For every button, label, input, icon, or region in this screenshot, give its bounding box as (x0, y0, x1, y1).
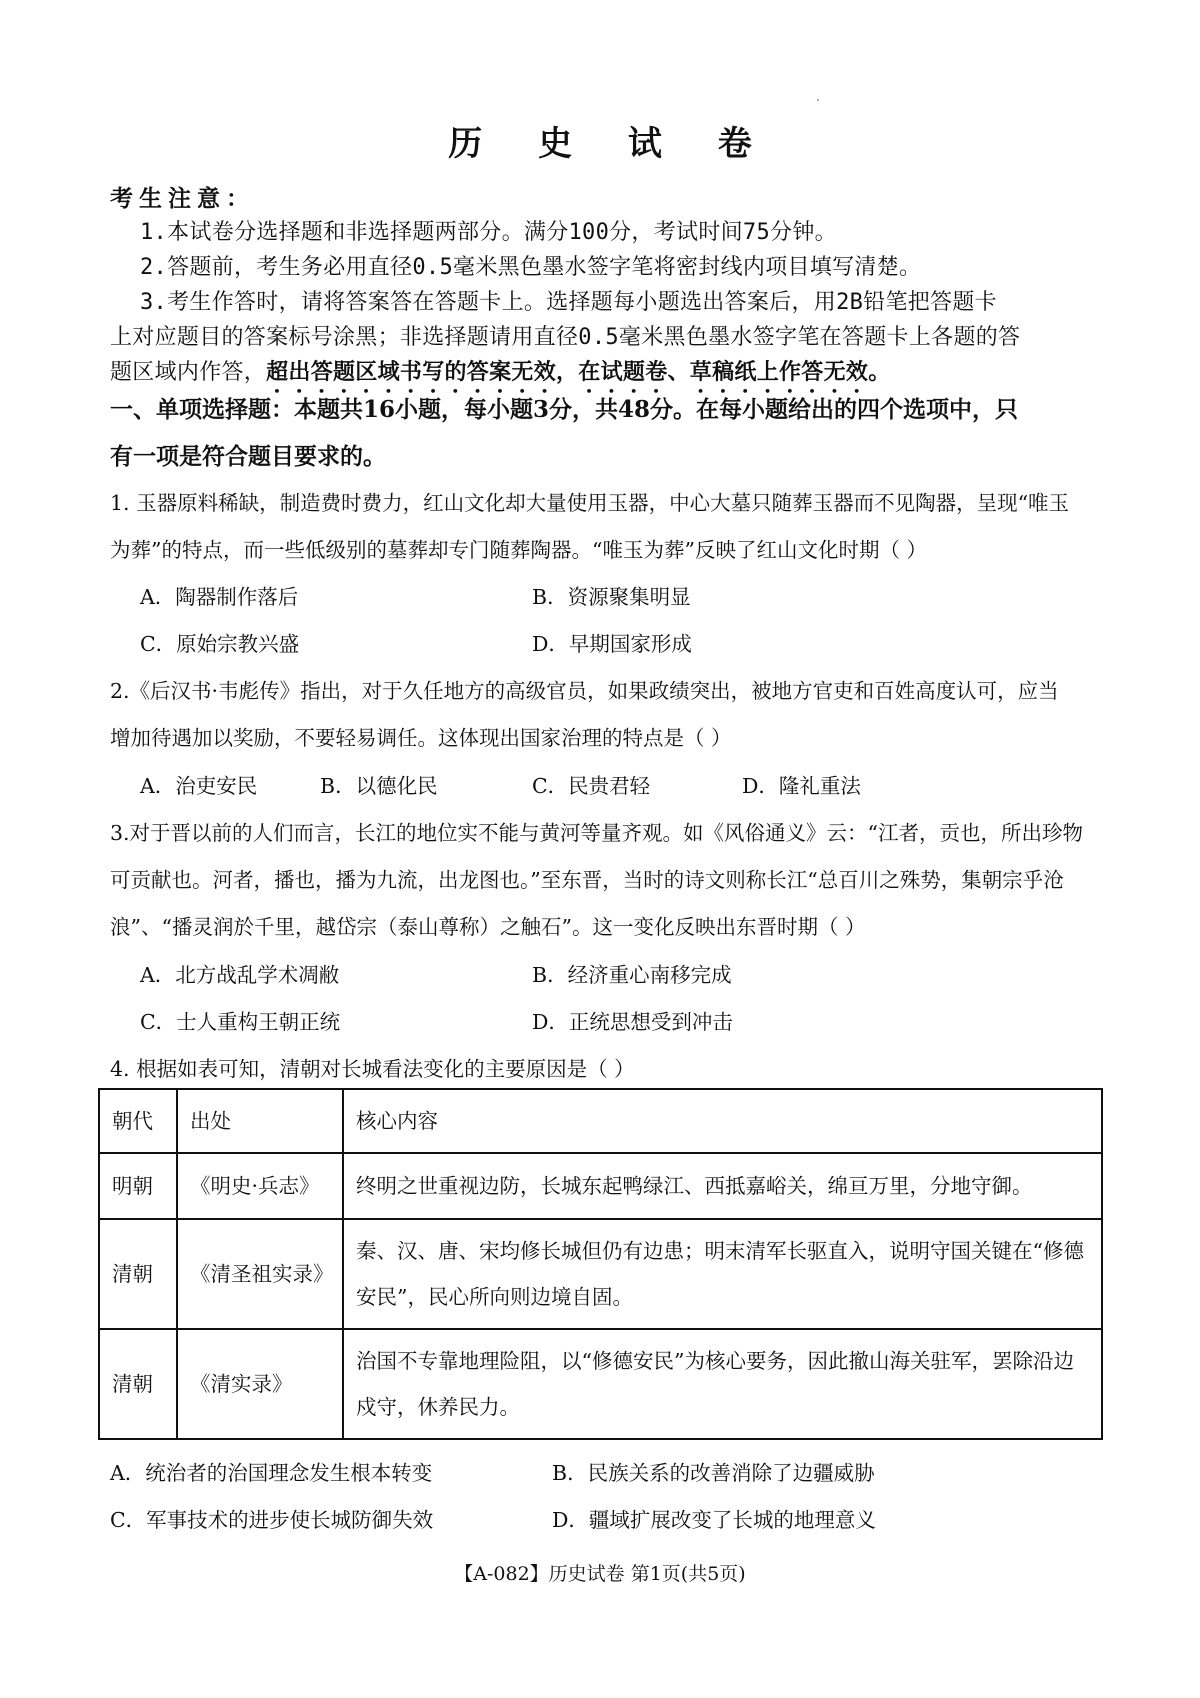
table-header-row (99, 1089, 1102, 1153)
q4-option-b[interactable]: B．民族关系的改善消除了边疆威胁 (552, 1461, 875, 1485)
table-cell-source: 《清实录》 (177, 1329, 343, 1439)
table-cell-content: 治国不专靠地理险阻，以“修德安民”为核心要务，因此撤山海关驻军，罢除沿边戍守，休养民力。 (343, 1329, 1102, 1439)
section-heading-line-1: 一、单项选择题：本题共16小题，每小题3分，共48分。在每小题给出的四个选项中，只 (110, 396, 1019, 423)
q1-stem-line-1: 1. 玉器原料稀缺，制造费时费力，红山文化却大量使用玉器，中心大墓只随葬玉器而不见陶器，呈现“唯玉 (110, 491, 1070, 515)
q4-option-c[interactable]: C．军事技术的进步使长城防御失效 (110, 1508, 434, 1532)
notice-item-1: 1.本试卷分选择题和非选择题两部分。满分100分，考试时间75分钟。 (140, 220, 837, 245)
q3-option-d[interactable]: D．正统思想受到冲击 (532, 1010, 733, 1034)
q3-stem-line-1: 3.对于晋以前的人们而言，长江的地位实不能与黄河等量齐观。如《风俗通义》云：“江者，贡也，所出珍物 (110, 821, 1084, 845)
table-cell-source: 《清圣祖实录》 (177, 1219, 343, 1329)
notice-item-3-line-2: 上对应题目的答案标号涂黑；非选择题请用直径0.5毫米黑色墨水签字笔在答题卡上各题的答 (110, 325, 1021, 350)
table-row (99, 1329, 1102, 1439)
section-heading-line-2: 有一项是符合题目要求的。 (110, 443, 386, 470)
q3-stem-line-3: 浪”、“播灵润於千里，越岱宗（泰山尊称）之触石”。这一变化反映出东晋时期（ ） (110, 915, 866, 939)
q3-option-c[interactable]: C．士人重构王朝正统 (140, 1010, 341, 1034)
table-row (99, 1219, 1102, 1329)
q4-option-d[interactable]: D．疆域扩展改变了长城的地理意义 (552, 1508, 876, 1532)
q4-option-a[interactable]: A．统治者的治国理念发生根本转变 (110, 1461, 433, 1485)
table-header-cell: 核心内容 (343, 1089, 1102, 1153)
q1-option-b[interactable]: B．资源聚集明显 (532, 585, 691, 609)
page-title: 历 史 试 卷 (448, 124, 774, 164)
q1-option-a[interactable]: A．陶器制作落后 (140, 585, 299, 609)
q2-option-a[interactable]: A．治吏安民 (140, 774, 258, 798)
notice-emphasis-text: 超出答题区域书写的答案无效，在试题卷、草稿纸上作答无效。 (266, 360, 891, 385)
notice-item-3: 3.考生作答时，请将答案答在答题卡上。选择题每小题选出答案后，用2B铅笔把答题卡 (140, 290, 997, 315)
notice-item-2: 2.答题前，考生务必用直径0.5毫米黑色墨水签字笔将密封线内项目填写清楚。 (140, 255, 922, 280)
q2-option-d[interactable]: D．隆礼重法 (742, 774, 861, 798)
notice-heading: 考生注意： (110, 186, 255, 212)
table-cell-content: 终明之世重视边防，长城东起鸭绿江、西抵嘉峪关，绵亘万里，分地守御。 (343, 1153, 1102, 1219)
table-header-cell: 出处 (177, 1089, 343, 1153)
q2-stem-line-1: 2.《后汉书·韦彪传》指出，对于久任地方的高级官员，如果政绩突出，被地方官吏和百姓高度认可，应当 (110, 679, 1059, 703)
q4-table (98, 1088, 1103, 1440)
q3-option-a[interactable]: A．北方战乱学术凋敝 (140, 963, 340, 987)
table-cell-content: 秦、汉、唐、宋均修长城但仍有边患；明末清军长驱直入，说明守国关键在“修德安民”，民心所向则边境自固。 (343, 1219, 1102, 1329)
q3-stem-line-2: 可贡献也。河者，播也，播为九流，出龙图也。”至东晋，当时的诗文则称长江“总百川之殊势，集朝宗乎沧 (110, 868, 1064, 892)
table-header-cell: 朝代 (99, 1089, 177, 1153)
table-cell-source: 《明史·兵志》 (177, 1153, 343, 1219)
table-cell-dynasty: 清朝 (99, 1329, 177, 1439)
page-footer: 【A-082】历史试卷 第1页(共5页) (454, 1563, 746, 1585)
notice-plain-text: 题区域内作答， (110, 360, 267, 385)
q2-option-c[interactable]: C．民贵君轻 (532, 774, 651, 798)
scan-speck (817, 99, 819, 101)
q1-stem-line-2: 为葬”的特点，而一些低级别的墓葬却专门随葬陶器。“唯玉为葬”反映了红山文化时期（ ） (110, 538, 927, 562)
table-cell-dynasty: 清朝 (99, 1219, 177, 1329)
table-cell-dynasty: 明朝 (99, 1153, 177, 1219)
q1-option-c[interactable]: C．原始宗教兴盛 (140, 632, 300, 656)
q1-option-d[interactable]: D．早期国家形成 (532, 632, 692, 656)
q4-stem: 4. 根据如表可知，清朝对长城看法变化的主要原因是（ ） (110, 1057, 635, 1081)
q2-option-b[interactable]: B．以德化民 (320, 774, 438, 798)
q2-stem-line-2: 增加待遇加以奖励，不要轻易调任。这体现出国家治理的特点是（ ） (110, 726, 732, 750)
table-row (99, 1153, 1102, 1219)
q3-option-b[interactable]: B．经济重心南移完成 (532, 963, 732, 987)
